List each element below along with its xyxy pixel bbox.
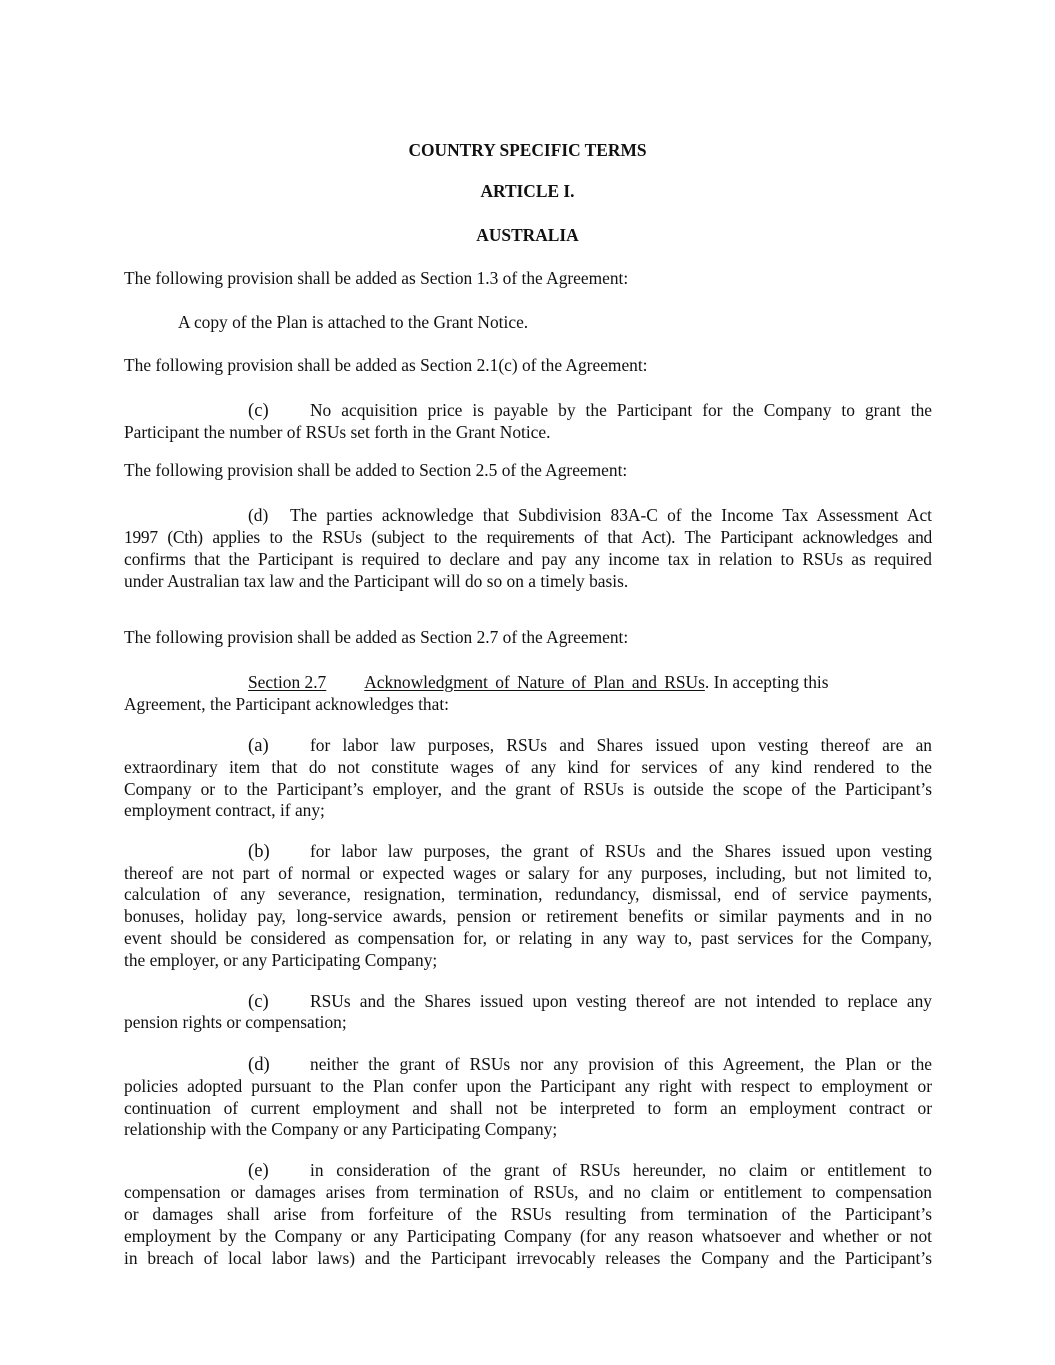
item-b-marker: (b)	[248, 841, 270, 862]
item-d-line-1: (d) neither the grant of RSUs nor any provision of this Agreement, the Plan or the	[248, 1054, 932, 1075]
item-d-line-2: policies adopted pursuant to the Plan confer upon the Participant any right with respect to employment or	[124, 1076, 932, 1096]
item-b-line-6: the employer, or any Participating Company;	[124, 950, 438, 970]
section-2-1c-line-1: (c) No acquisition price is payable by the Participant for the Company to grant the	[248, 400, 932, 421]
section-2-5d-line-1: (d) The parties acknowledge that Subdivision 83A-C of the Income Tax Assessment Act	[248, 505, 932, 525]
document-title: COUNTRY SPECIFIC TERMS	[408, 140, 647, 160]
section-2-5d-line-4: under Australian tax law and the Participant will do so on a timely basis.	[124, 571, 629, 591]
item-a-line-3: Company or to the Participant’s employer, and the grant of RSUs is outside the scope of the Participant’s	[124, 779, 932, 799]
plan-copy-text: A copy of the Plan is attached to the Grant Notice.	[178, 312, 529, 332]
item-a-line-4: employment contract, if any;	[124, 800, 325, 820]
section-2-5d-line-2: 1997 (Cth) applies to the RSUs (subject to the requirements of that Act). The Participant acknowledges and	[124, 527, 932, 547]
item-a-line-2: extraordinary item that do not constitute wages of any kind for services of any kind rendered to the	[124, 757, 932, 777]
section-2-7-line-2: Agreement, the Participant acknowledges that:	[124, 694, 449, 714]
item-b-line-2: thereof are not part of normal or expected wages or salary for any purposes, including, but not limited to,	[124, 863, 932, 883]
intro-section-1-3: The following provision shall be added as Section 1.3 of the Agreement:	[124, 268, 629, 288]
item-a-line-1: (a) for labor law purposes, RSUs and Shares issued upon vesting thereof are an	[248, 735, 932, 756]
item-d-line-4: relationship with the Company or any Participating Company;	[124, 1119, 558, 1139]
country-heading: AUSTRALIA	[476, 225, 579, 245]
item-b-line-5: event should be considered as compensation for, or relating in any way to, past services for the Company,	[124, 928, 932, 948]
intro-section-2-1c: The following provision shall be added as Section 2.1(c) of the Agreement:	[124, 355, 648, 375]
item-d-marker: (d)	[248, 1054, 270, 1075]
item-e-marker: (e)	[248, 1160, 269, 1181]
item-b-line-4: bonuses, holiday pay, long-service awards, pension or retirement benefits or similar payments and in no	[124, 906, 932, 926]
item-e-line-2: compensation or damages arises from termination of RSUs, and no claim or entitlement to compensation	[124, 1182, 932, 1202]
intro-section-2-5: The following provision shall be added to Section 2.5 of the Agreement:	[124, 460, 628, 480]
item-c-line-1: (c) RSUs and the Shares issued upon vesting thereof are not intended to replace any	[248, 991, 932, 1012]
item-e-line-5: in breach of local labor laws) and the Participant irrevocably releases the Company and the Participant’s	[124, 1248, 932, 1268]
item-c-line-2: pension rights or compensation;	[124, 1012, 347, 1032]
section-2-5d-line-3: confirms that the Participant is required to declare and pay any income tax in relation to RSUs as required	[124, 549, 932, 569]
item-b-line-3: calculation of any severance, resignation, termination, redundancy, dismissal, end of service payments,	[124, 884, 932, 904]
item-e-line-1: (e) in consideration of the grant of RSUs hereunder, no claim or entitlement to	[248, 1160, 932, 1181]
section-2-1c-line-2: Participant the number of RSUs set forth in the Grant Notice.	[124, 422, 551, 442]
section-2-1c-marker: (c)	[248, 400, 269, 421]
item-e-line-4: employment by the Company or any Participating Company (for any reason whatsoever and whether or not	[124, 1226, 932, 1246]
item-b-line-1: (b) for labor law purposes, the grant of RSUs and the Shares issued upon vesting	[248, 841, 932, 862]
item-a-marker: (a)	[248, 735, 269, 756]
item-c-marker: (c)	[248, 991, 269, 1012]
section-2-5d-marker: (d)	[248, 505, 269, 525]
item-e-line-3: or damages shall arise from forfeiture of the RSUs resulting from termination of the Participant’s	[124, 1204, 932, 1224]
section-2-7-number: Section 2.7	[248, 672, 327, 692]
intro-section-2-7: The following provision shall be added as Section 2.7 of the Agreement:	[124, 627, 629, 647]
item-d-line-3: continuation of current employment and shall not be interpreted to form an employment contract or	[124, 1098, 932, 1118]
section-2-7-heading-line: Section 2.7 Acknowledgment of Nature of Plan and RSUs. In accepting this	[248, 672, 829, 692]
article-heading: ARTICLE I.	[480, 181, 575, 201]
section-2-7-heading: Acknowledgment of Nature of Plan and RSUs	[364, 672, 705, 692]
